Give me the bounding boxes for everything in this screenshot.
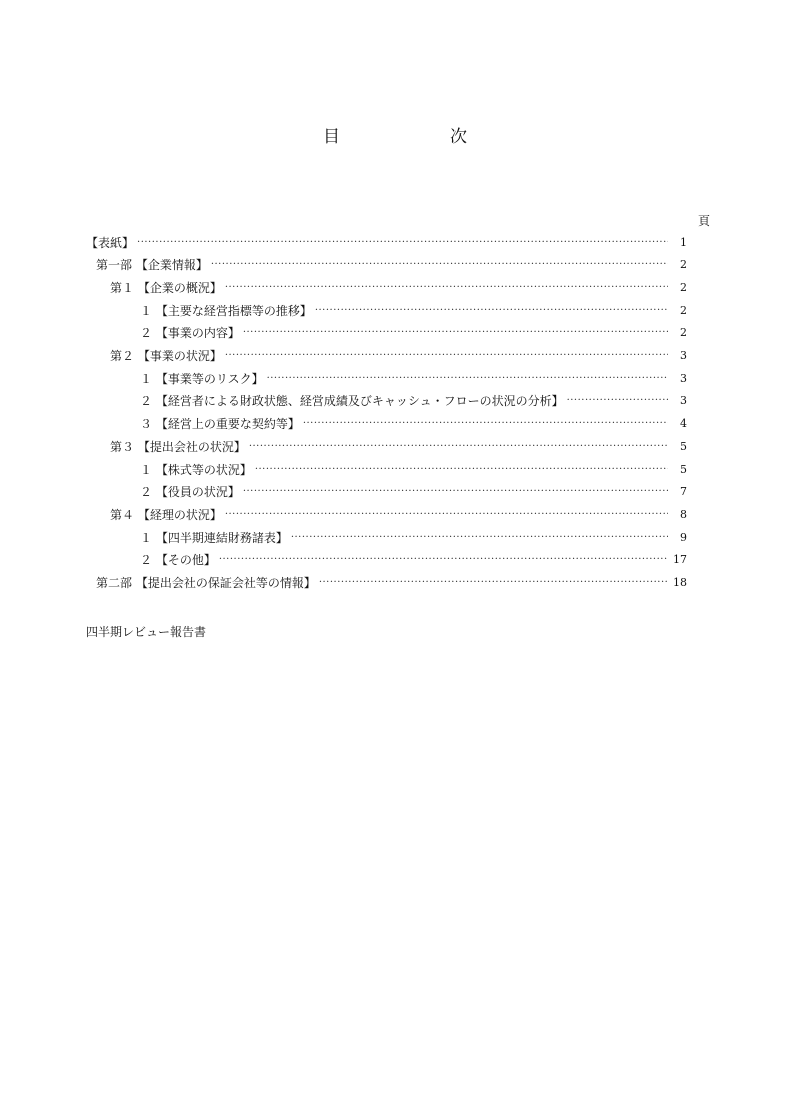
title-char-left: 目 <box>323 127 340 147</box>
dot-leader <box>243 327 668 338</box>
toc-entry-page: 5 <box>680 439 687 453</box>
toc-entry-page: 2 <box>680 303 687 317</box>
toc-entry-page: 9 <box>680 530 687 544</box>
toc-entry-page: 4 <box>680 417 687 431</box>
toc-entry-page: 3 <box>680 394 687 408</box>
toc-entry[interactable] <box>96 256 687 274</box>
toc-entry-page: 2 <box>680 258 687 272</box>
toc-entry[interactable] <box>86 233 687 251</box>
dot-leader <box>225 282 668 293</box>
toc-entry[interactable] <box>110 437 687 455</box>
toc-entry-label: 第二部 【提出会社の保証会社等の情報】 <box>96 576 316 590</box>
toc-entry-label: １ 【株式等の状況】 <box>140 462 252 477</box>
toc-entry-page: 2 <box>680 326 687 340</box>
toc-entry-label: １ 【四半期連結財務諸表】 <box>140 530 288 545</box>
toc-entry-label: ２ 【その他】 <box>140 553 216 568</box>
toc-entry-page: 7 <box>680 485 687 499</box>
dot-leader <box>219 554 668 565</box>
footer-note: 四半期レビュー報告書 <box>86 625 207 639</box>
dot-leader <box>137 237 668 248</box>
dot-leader <box>249 441 668 452</box>
dot-leader <box>303 418 668 429</box>
dot-leader <box>315 305 668 316</box>
dot-leader <box>243 486 668 497</box>
toc-entry[interactable] <box>140 483 687 501</box>
toc-entry[interactable] <box>140 301 687 319</box>
toc-entry-label: １ 【事業等のリスク】 <box>140 371 264 386</box>
toc-entry-page: 1 <box>680 235 687 249</box>
dot-leader <box>211 259 668 270</box>
toc-entry-page: 3 <box>680 371 687 385</box>
toc-entry-label: 第一部 【企業情報】 <box>96 258 208 273</box>
toc-entry-page: 17 <box>673 553 687 567</box>
toc-entry-page: 18 <box>673 576 687 589</box>
toc-entry[interactable] <box>140 324 687 342</box>
dot-leader <box>567 395 668 406</box>
toc-entry-label: 第１ 【企業の概況】 <box>110 280 222 295</box>
toc-entry-page: 3 <box>680 349 687 362</box>
toc-entry[interactable] <box>110 505 687 523</box>
page-column-label: 頁 <box>697 214 710 228</box>
page-title <box>0 122 790 147</box>
dot-leader <box>319 577 668 588</box>
toc-entry-label: 【表紙】 <box>86 235 135 250</box>
toc-entry[interactable] <box>140 528 687 546</box>
toc-entry[interactable] <box>140 551 687 569</box>
dot-leader <box>267 373 668 384</box>
toc-entry[interactable] <box>140 460 687 478</box>
title-char-right: 次 <box>450 127 467 147</box>
toc-entry-label: 第４ 【経理の状況】 <box>110 507 222 522</box>
toc-entry[interactable] <box>96 574 687 592</box>
toc-entry[interactable] <box>140 369 687 387</box>
toc-entry-label: 第２ 【事業の状況】 <box>110 349 222 363</box>
toc-entry[interactable] <box>140 415 687 433</box>
toc-entry-label: ２ 【役員の状況】 <box>140 485 240 500</box>
dot-leader <box>291 532 668 543</box>
toc-entry[interactable] <box>110 278 687 296</box>
toc-entry-label: 第３ 【提出会社の状況】 <box>110 439 246 454</box>
toc-entry-label: ２ 【経営者による財政状態、経営成績及びキャッシュ・フローの状況の分析】 <box>140 394 564 409</box>
toc-entry[interactable] <box>140 392 687 410</box>
toc-entry[interactable] <box>110 347 687 365</box>
toc-entry-label: ３ 【経営上の重要な契約等】 <box>140 417 300 432</box>
toc-entry-label: ２ 【事業の内容】 <box>140 326 240 341</box>
toc-entry-page: 8 <box>680 507 687 521</box>
dot-leader <box>225 509 668 520</box>
dot-leader <box>225 350 668 361</box>
toc-entry-label: １ 【主要な経営指標等の推移】 <box>140 303 312 318</box>
toc-entry-page: 5 <box>680 462 687 476</box>
dot-leader <box>255 464 668 475</box>
toc-entry-page: 2 <box>680 280 687 294</box>
